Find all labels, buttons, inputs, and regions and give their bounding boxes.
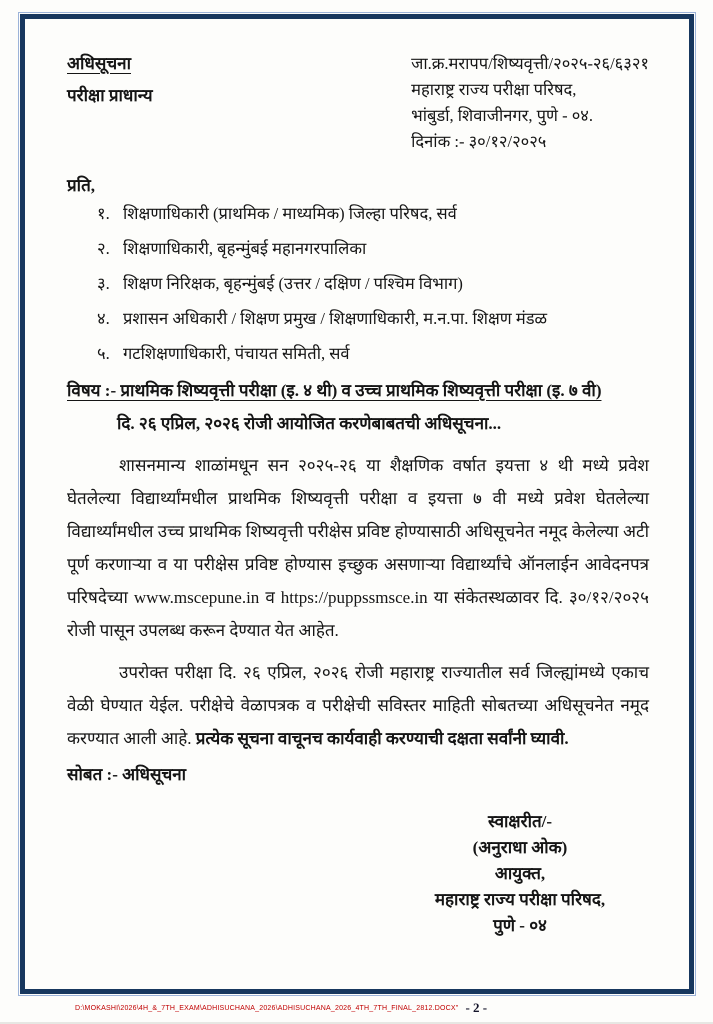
- body-paragraph-2-emphasis: प्रत्येक सूचना वाचूनच कार्यवाही करण्याची दक्षता सर्वांनी घ्यावी.: [195, 729, 569, 748]
- signature-block: [365, 809, 675, 939]
- recipient-item: [97, 273, 649, 295]
- subject-line-1: विषय :- प्राथमिक शिष्यवृत्ती परीक्षा (इ. ४ थी) व उच्च प्राथमिक शिष्यवृत्ती परीक्षा (इ. ७ वी): [67, 381, 602, 400]
- notice-subtitle: परीक्षा प्राधान्य: [67, 86, 153, 105]
- recipient-number: ४.: [97, 309, 110, 328]
- footer-file-path: D:\MOKASHI\2026\4H_&_7TH_EXAM\ADHISUCHANA_2026\ADHISUCHANA_2026_4TH_7TH_FINAL_2812.DOCX": [75, 1004, 459, 1012]
- subject-block: [67, 378, 649, 437]
- recipient-number: २.: [97, 239, 110, 258]
- recipient-text: शिक्षणाधिकारी, बृहन्मुंबई महानगरपालिका: [123, 239, 367, 258]
- recipient-item: [97, 238, 649, 260]
- recipient-number: १.: [97, 204, 110, 223]
- letter-header: [67, 51, 649, 155]
- body-paragraph-2: [67, 656, 649, 755]
- recipient-item: [97, 203, 649, 225]
- page-border-frame: [20, 14, 694, 994]
- enclosure-line: सोबत :- अधिसूचना: [67, 765, 187, 784]
- recipients-label: प्रति,: [67, 176, 96, 195]
- page-number: - 2 -: [465, 1000, 488, 1015]
- header-left-block: [67, 51, 153, 106]
- organization-address: भांबुर्डा, शिवाजीनगर, पुणे - ०४.: [411, 106, 593, 125]
- recipient-item: [97, 308, 649, 330]
- signature-signed-label: स्वाक्षरीत/-: [487, 812, 553, 831]
- organization-name: महाराष्ट्र राज्य परीक्षा परिषद,: [411, 80, 577, 99]
- header-right-block: [411, 51, 649, 155]
- recipient-text: शिक्षणाधिकारी (प्राथमिक / माध्यमिक) जिल्हा परिषद, सर्व: [123, 204, 457, 223]
- reference-number: जा.क्र.मरापप/शिष्यवृत्ती/२०२५-२६/६३२१: [411, 54, 649, 73]
- recipient-number: ५.: [97, 344, 110, 363]
- page-footer: [75, 1000, 487, 1016]
- recipient-text: प्रशासन अधिकारी / शिक्षण प्रमुख / शिक्षणाधिकारी, म.न.पा. शिक्षण मंडळ: [123, 309, 548, 328]
- recipients-list: [97, 203, 649, 365]
- signatory-designation: आयुक्त,: [494, 864, 546, 883]
- recipient-text: गटशिक्षणाधिकारी, पंचायत समिती, सर्व: [123, 344, 350, 363]
- subject-line-2: दि. २६ एप्रिल, २०२६ रोजी आयोजित करणेबाबतची अधिसूचना...: [117, 414, 502, 433]
- signatory-location: पुणे - ०४: [493, 916, 547, 935]
- recipient-text: शिक्षण निरिक्षक, बृहन्मुंबई (उत्तर / दक्षिण / पश्चिम विभाग): [123, 274, 463, 293]
- signatory-organization: महाराष्ट्र राज्य परीक्षा परिषद,: [434, 890, 606, 909]
- recipient-item: [97, 343, 649, 365]
- notice-title: अधिसूचना: [67, 54, 131, 73]
- recipient-number: ३.: [97, 274, 110, 293]
- signatory-name: (अनुराधा ओक): [472, 838, 568, 857]
- letter-date: दिनांक :- ३०/१२/२०२५: [411, 132, 547, 151]
- body-paragraph-2-text: उपरोक्त परीक्षा दि. २६ एप्रिल, २०२६ रोजी महाराष्ट्र राज्यातील सर्व जिल्ह्यांमध्ये एकाच वेळी घेण्यात येईल. परीक्षेचे वेळापत्रक व परीक्षेची सविस्तर माहिती सोबतच्या अधिसूचनेत नमूद करण्यात आली आहे.: [67, 663, 649, 748]
- body-paragraph-1: शासनमान्य शाळांमधून सन २०२५-२६ या शैक्षणिक वर्षात इयत्ता ४ थी मध्ये प्रवेश घेतलेल्या विद्यार्थ्यांमधील प्राथमिक शिष्यवृत्ती परीक्षा व इयत्ता ७ वी मध्ये प्रवेश घेतलेल्या विद्यार्थ्यांमधील उच्च प्राथमिक शिष्यवृत्ती परीक्षेस प्रविष्ट होण्यासाठी अधिसूचनेत नमूद केलेल्या अटी पूर्ण करणाऱ्या व या परीक्षेस प्रविष्ट होण्यास इच्छुक असणाऱ्या विद्यार्थ्यांचे ऑनलाईन आवेदनपत्र परिषदेच्या www.mscepune.in व https://puppssmsce.in या संकेतस्थळावर दि. ३०/१२/२०२५ रोजी पासून उपलब्ध करून देण्यात येत आहेत.: [67, 456, 649, 640]
